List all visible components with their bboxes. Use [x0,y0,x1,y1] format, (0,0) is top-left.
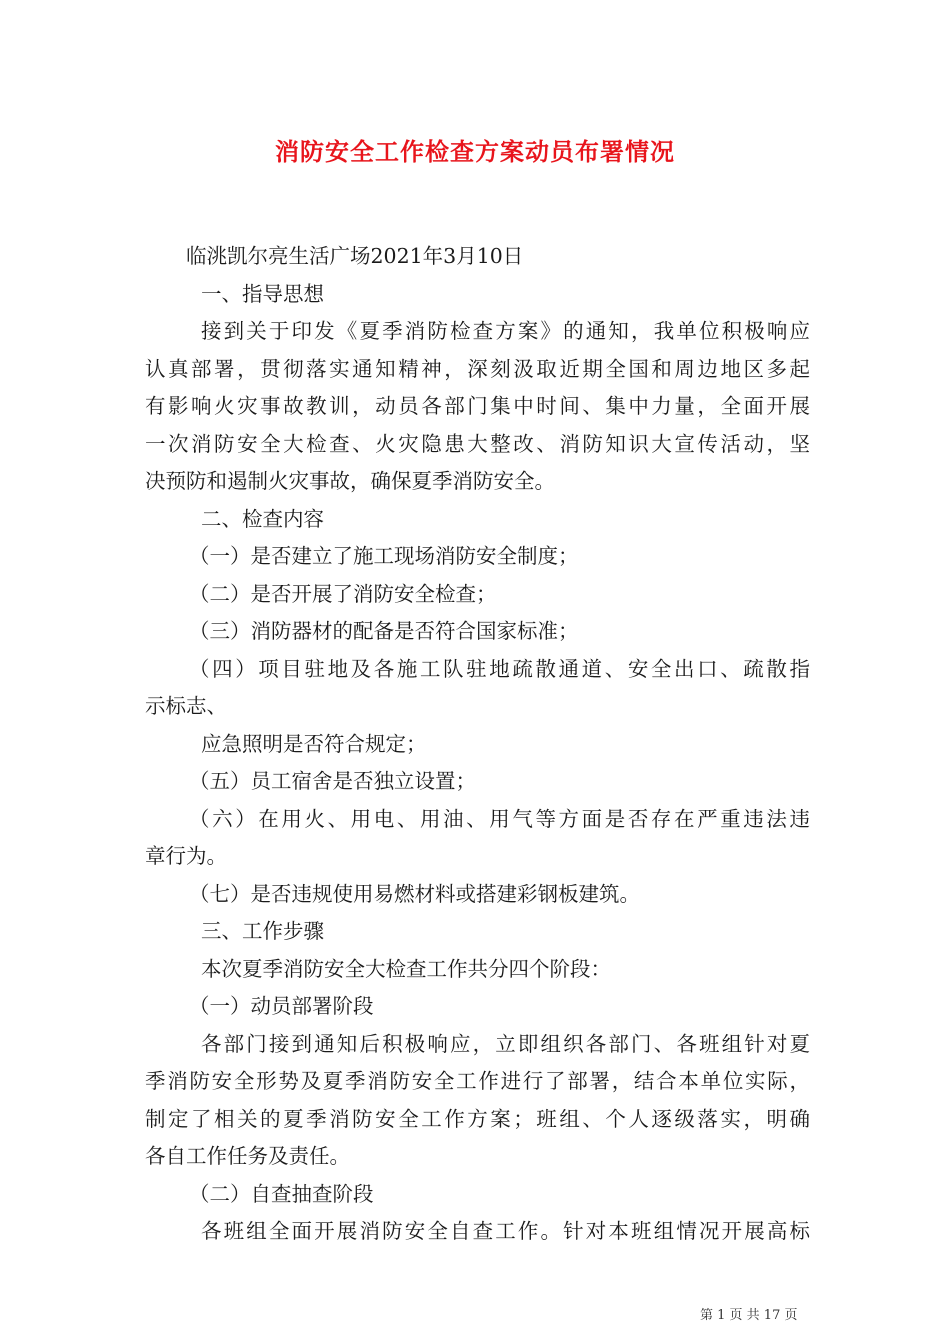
list-item: （五）员工宿舍是否独立设置； [189,769,476,793]
date-location-line: 临洮凯尔亮生活广场2021年3月10日 [186,244,524,268]
paragraph-line: 决预防和遏制火灾事故，确保夏季消防安全。 [145,469,555,493]
list-item: （二）是否开展了消防安全检查； [189,581,497,606]
document-body [145,238,810,1251]
list-item: （六）在用火、用电、用油、用气等方面是否存在严重违法违 [189,806,810,831]
section-heading-2: 二、检查内容 [201,506,324,531]
list-item-continuation: 应急照明是否符合规定； [201,731,427,756]
list-item: （七）是否违规使用易燃材料或搭建彩钢板建筑。 [189,881,640,906]
page-number: 第 1 页 共 17 页 [700,1308,798,1323]
section-heading-3: 三、工作步骤 [201,919,324,943]
paragraph-line: 认真部署，贯彻落实通知精神，深刻汲取近期全国和周边地区多起 [145,356,810,381]
paragraph-line: 季消防安全形势及夏季消防安全工作进行了部署，结合本单位实际， [145,1069,810,1093]
document-title: 消防安全工作检查方案动员布署情况 [275,137,675,166]
list-item: （三）消防器材的配备是否符合国家标准； [189,619,579,643]
paragraph-line: 各部门接到通知后积极响应，立即组织各部门、各班组针对夏 [201,1031,810,1056]
list-item: （四）项目驻地及各施工队驻地疏散通道、安全出口、疏散指 [189,656,810,681]
paragraph-line: 各班组全面开展消防安全自查工作。针对本班组情况开展高标 [201,1219,810,1243]
paragraph-line: 一次消防安全大检查、火灾隐患大整改、消防知识大宣传活动，坚 [145,431,810,456]
sub-heading: （二）自查抽查阶段 [189,1181,374,1206]
paragraph-line: 有影响火灾事故教训，动员各部门集中时间、集中力量，全面开展 [145,394,810,418]
paragraph-line: 各自工作任务及责任。 [145,1144,350,1168]
list-item-continuation: 示标志、 [145,694,227,718]
paragraph-line: 制定了相关的夏季消防安全工作方案；班组、个人逐级落实，明确 [145,1106,810,1131]
section-heading-1: 一、指导思想 [201,281,324,306]
paragraph-line: 接到关于印发《夏季消防检查方案》的通知，我单位积极响应 [201,319,810,343]
list-item-continuation: 章行为。 [145,844,227,868]
list-item: （一）是否建立了施工现场消防安全制度； [189,544,579,568]
paragraph-line: 本次夏季消防安全大检查工作共分四个阶段： [201,956,611,981]
sub-heading: （一）动员部署阶段 [189,994,374,1018]
